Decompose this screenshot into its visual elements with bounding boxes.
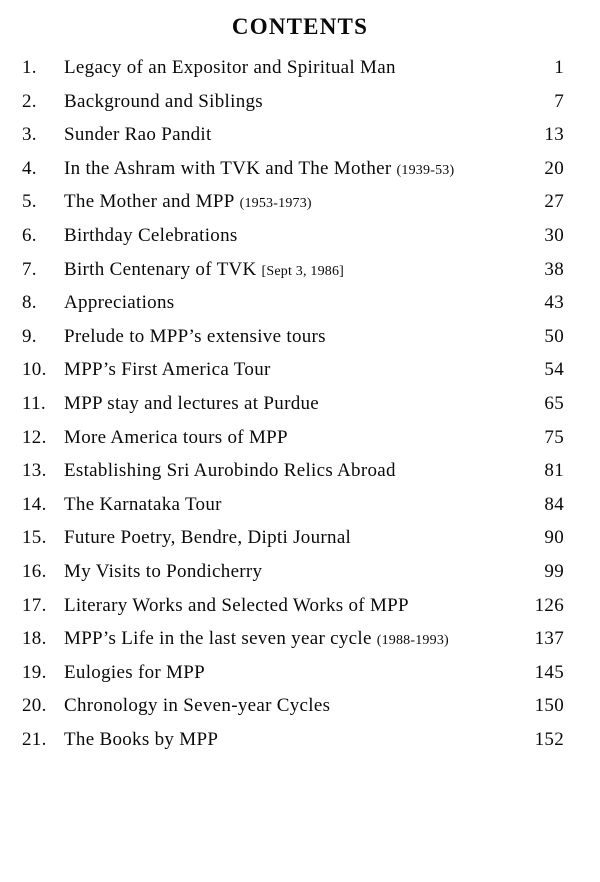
toc-entry-number: 8. (22, 292, 37, 314)
toc-entry-number: 11. (22, 392, 46, 414)
toc-entry[interactable] (22, 428, 564, 447)
toc-entry[interactable] (22, 159, 564, 178)
toc-entry-number: 18. (22, 628, 47, 650)
toc-entry[interactable] (22, 528, 564, 547)
toc-entry-page-number: 38 (544, 258, 564, 280)
toc-entry-page-number: 7 (554, 90, 564, 112)
toc-entry-title-cell (64, 159, 518, 178)
toc-entry-title: My Visits to Pondicherry (64, 561, 263, 581)
toc-entry-title: Establishing Sri Aurobindo Relics Abroad (64, 461, 396, 481)
toc-entry-title-cell (64, 192, 518, 211)
toc-entry-title: Birth Centenary of TVK (64, 259, 257, 279)
toc-entry-title-cell (64, 360, 518, 379)
toc-entry-page-number: 150 (534, 695, 564, 717)
toc-entry[interactable] (22, 293, 564, 312)
toc-entry[interactable] (22, 92, 564, 111)
toc-entry-title-cell (64, 125, 518, 144)
toc-entry-title: MPP stay and lectures at Purdue (64, 393, 320, 413)
toc-entry-title-cell (64, 495, 518, 514)
toc-entry-title: Appreciations (64, 293, 175, 313)
toc-entry-title-cell (64, 696, 518, 715)
toc-entry-page-number: 43 (544, 292, 564, 314)
toc-entry-page-number: 84 (544, 493, 564, 515)
toc-entry-title-cell (64, 730, 518, 749)
toc-entry[interactable] (22, 394, 564, 413)
toc-entry-title: In the Ashram with TVK and The Mother (64, 158, 392, 178)
toc-entry-title-cell (64, 528, 518, 547)
toc-entry-number: 9. (22, 325, 37, 347)
toc-entry-number: 16. (22, 560, 47, 582)
toc-entry-title: The Mother and MPP (64, 192, 235, 212)
toc-entry-note: (1939-53) (396, 162, 455, 178)
table-of-contents (0, 58, 600, 749)
toc-entry-title: More America tours of MPP (64, 427, 288, 447)
toc-entry-number: 1. (22, 57, 37, 78)
toc-entry-number: 4. (22, 157, 37, 179)
toc-entry[interactable] (22, 596, 564, 615)
toc-entry-number: 14. (22, 493, 47, 515)
toc-entry-title-cell (64, 663, 518, 682)
toc-entry-title-cell (64, 461, 518, 480)
toc-entry[interactable] (22, 260, 564, 279)
toc-entry[interactable] (22, 327, 564, 346)
toc-entry-title-cell (64, 293, 518, 312)
toc-entry-title: Sunder Rao Pandit (64, 125, 212, 145)
toc-entry-title-cell (64, 327, 518, 346)
toc-entry-number: 15. (22, 527, 47, 549)
toc-entry-page-number: 50 (544, 325, 564, 347)
toc-entry[interactable] (22, 58, 564, 77)
toc-entry-title-cell (64, 562, 518, 581)
toc-entry-title: Literary Works and Selected Works of MPP (64, 595, 409, 615)
page-title: CONTENTS (231, 14, 369, 39)
toc-entry-number: 19. (22, 661, 47, 683)
toc-entry-title: MPP’s First America Tour (64, 360, 271, 380)
toc-entry-title: Future Poetry, Bendre, Dipti Journal (64, 528, 352, 548)
toc-entry[interactable] (22, 663, 564, 682)
toc-entry-number: 13. (22, 460, 47, 482)
toc-entry-page-number: 90 (544, 527, 564, 549)
toc-entry-note: [Sept 3, 1986] (261, 263, 345, 279)
toc-entry-title: Chronology in Seven-year Cycles (64, 696, 331, 716)
toc-entry-page-number: 54 (544, 359, 564, 381)
toc-entry-title: MPP’s Life in the last seven year cycle (64, 629, 372, 649)
toc-entry-page-number: 20 (544, 157, 564, 179)
toc-entry-title: Eulogies for MPP (64, 662, 205, 682)
toc-entry-number: 6. (22, 224, 37, 246)
toc-entry-number: 12. (22, 426, 47, 448)
toc-entry-number: 10. (22, 359, 47, 381)
toc-entry-number: 7. (22, 258, 37, 280)
toc-entry[interactable] (22, 495, 564, 514)
toc-entry-title-cell (64, 596, 518, 615)
toc-entry[interactable] (22, 696, 564, 715)
toc-entry[interactable] (22, 730, 564, 749)
toc-entry[interactable] (22, 461, 564, 480)
toc-entry-title: Birthday Celebrations (64, 225, 238, 245)
toc-entry-title: The Karnataka Tour (64, 494, 222, 514)
toc-entry-number: 17. (22, 594, 47, 616)
toc-entry-title-cell (64, 92, 518, 111)
toc-entry-page-number: 126 (534, 594, 564, 616)
toc-entry-title: The Books by MPP (64, 729, 219, 749)
toc-entry-page-number: 75 (544, 426, 564, 448)
toc-entry-page-number: 152 (534, 728, 564, 750)
toc-entry-title: Prelude to MPP’s extensive tours (64, 326, 326, 346)
toc-entry-number: 21. (22, 728, 47, 750)
toc-entry-page-number: 65 (544, 392, 564, 414)
toc-entry-number: 20. (22, 695, 47, 717)
toc-entry-page-number: 99 (544, 560, 564, 582)
toc-entry[interactable] (22, 360, 564, 379)
toc-entry-page-number: 81 (544, 460, 564, 482)
toc-entry-title-cell (64, 394, 518, 413)
toc-entry-page-number: 13 (544, 124, 564, 146)
toc-entry-note: (1953-1973) (239, 196, 312, 212)
toc-entry-number: 5. (22, 191, 37, 213)
toc-entry[interactable] (22, 125, 564, 144)
toc-entry-number: 3. (22, 124, 37, 146)
toc-entry-page-number: 1 (554, 57, 564, 78)
toc-entry-title-cell (64, 260, 518, 279)
toc-entry[interactable] (22, 562, 564, 581)
toc-entry-title: Legacy of an Expositor and Spiritual Man (64, 58, 396, 77)
toc-entry-note: (1988-1993) (376, 633, 449, 649)
toc-entry-page-number: 137 (534, 628, 564, 650)
toc-entry-title-cell (64, 428, 518, 447)
toc-entry-page-number: 145 (534, 661, 564, 683)
toc-entry-title-cell (64, 58, 518, 77)
toc-entry-title-cell (64, 226, 518, 245)
toc-entry-title: Background and Siblings (64, 91, 263, 111)
toc-entry-page-number: 30 (544, 224, 564, 246)
contents-page (0, 14, 600, 882)
toc-entry-number: 2. (22, 90, 37, 112)
toc-entry-page-number: 27 (544, 191, 564, 213)
toc-entry-title-cell (64, 629, 518, 648)
toc-entry[interactable] (22, 226, 564, 245)
toc-entry[interactable] (22, 192, 564, 211)
toc-entry[interactable] (22, 629, 564, 648)
